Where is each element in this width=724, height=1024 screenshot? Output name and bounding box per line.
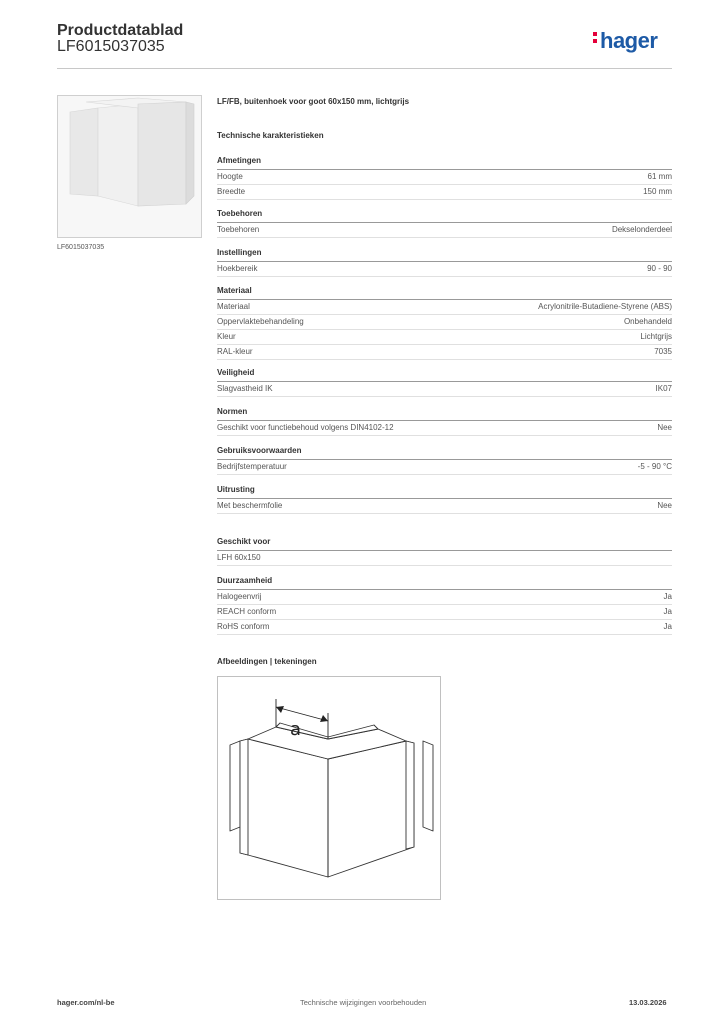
- page-title: Productdatablad: [57, 22, 184, 39]
- table-row: Slagvastheid IK IK07: [217, 382, 672, 397]
- section-gebruiksvoorwaarden: [217, 446, 672, 475]
- section-materiaal: [217, 286, 672, 360]
- section-title: Instellingen: [217, 248, 672, 262]
- dimension-arrow-icon: [320, 715, 328, 722]
- logo-dots-icon: [593, 32, 597, 46]
- table-row: Halogeenvrij Ja: [217, 590, 672, 605]
- thumbnail-caption: LF6015037035: [57, 244, 105, 251]
- footer-note: Technische wijzigingen voorbehouden: [300, 998, 427, 1007]
- table-row: Kleur Lichtgrijs: [217, 330, 672, 345]
- section-duurzaamheid: [217, 576, 672, 635]
- dimension-arrow-icon: [276, 706, 284, 713]
- logo-text: hager: [600, 28, 658, 53]
- hager-logo: [593, 28, 657, 54]
- table-row: Oppervlaktebehandeling Onbehandeld: [217, 315, 672, 330]
- section-title: Materiaal: [217, 286, 672, 300]
- table-row: Geschikt voor functiebehoud volgens DIN4102-12 Nee: [217, 421, 672, 436]
- product-description: LF/FB, buitenhoek voor goot 60x150 mm, lichtgrijs: [217, 97, 410, 106]
- table-row: Toebehoren Dekselonderdeel: [217, 223, 672, 238]
- header-divider: [57, 68, 672, 69]
- dimension-label: a: [290, 719, 302, 740]
- footer-date: 13.03.2026: [629, 998, 667, 1007]
- section-title: Geschikt voor: [217, 537, 672, 551]
- section-title: Duurzaamheid: [217, 576, 672, 590]
- section-uitrusting: [217, 485, 672, 514]
- section-afmetingen: [217, 156, 672, 200]
- tech-heading: Technische karakteristieken: [217, 131, 324, 140]
- table-row: LFH 60x150: [217, 551, 672, 566]
- section-instellingen: [217, 248, 672, 277]
- table-row: Hoekbereik 90 - 90: [217, 262, 672, 277]
- outer-corner-drawing-icon: [218, 677, 440, 899]
- section-geschikt-voor: [217, 537, 672, 566]
- section-normen: [217, 407, 672, 436]
- technical-drawing: [217, 676, 441, 900]
- table-row: RAL-kleur 7035: [217, 345, 672, 360]
- section-toebehoren: [217, 209, 672, 238]
- product-code: LF6015037035: [57, 38, 165, 55]
- product-photo-icon: [58, 96, 201, 237]
- product-image: [57, 95, 202, 238]
- table-row: Breedte 150 mm: [217, 185, 672, 200]
- table-row: Met beschermfolie Nee: [217, 499, 672, 514]
- figures-title: Afbeeldingen | tekeningen: [217, 657, 317, 666]
- table-row: Bedrijfstemperatuur -5 - 90 °C: [217, 460, 672, 475]
- section-title: Toebehoren: [217, 209, 672, 223]
- table-row: Materiaal Acrylonitrile-Butadiene-Styrene (ABS): [217, 300, 672, 315]
- section-title: Gebruiksvoorwaarden: [217, 446, 672, 460]
- table-row: RoHS conform Ja: [217, 620, 672, 635]
- table-row: REACH conform Ja: [217, 605, 672, 620]
- section-title: Uitrusting: [217, 485, 672, 499]
- section-veiligheid: [217, 368, 672, 397]
- section-title: Normen: [217, 407, 672, 421]
- footer-website[interactable]: hager.com/nl-be: [57, 998, 115, 1007]
- table-row: Hoogte 61 mm: [217, 170, 672, 185]
- section-title: Afmetingen: [217, 156, 672, 170]
- section-title: Veiligheid: [217, 368, 672, 382]
